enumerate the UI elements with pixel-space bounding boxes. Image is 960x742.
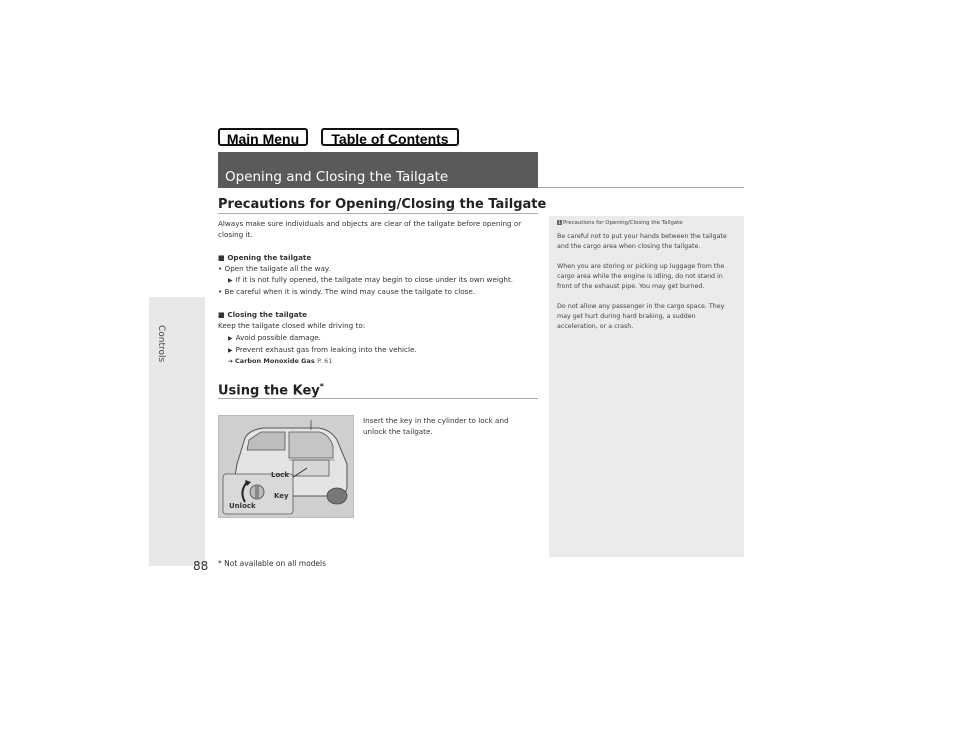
note-line: front of the exhaust pipe. You may get burned. [557,283,705,290]
tailgate-key-illustration [218,415,354,518]
section-heading-text: Using the Key [218,383,320,399]
arrow-right-icon: ▶ [228,347,233,354]
section-heading-precautions: Precautions for Opening/Closing the Tailgate [218,197,547,212]
key-text-line-2: unlock the tailgate. [363,427,433,436]
reference-arrow-icon: ➔ [228,358,234,365]
section-heading-using-the-key [218,382,324,398]
note-line: may get hurt during hard braking, a sudden [557,313,696,320]
cross-reference-link[interactable] [228,356,332,367]
note-line: Be careful not to put your hands between the tailgate [557,233,727,240]
title-divider [538,187,744,188]
unlock-label: Unlock [229,502,256,510]
bullet-item [218,287,475,297]
subheading-opening-text: Opening the tailgate [227,253,312,262]
arrow-item [228,345,417,356]
subheading-closing-text: Closing the tailgate [227,310,307,319]
subheading-closing [218,310,307,320]
arrow-right-icon: ▶ [228,277,233,284]
section-divider-precautions [218,213,538,214]
lock-label: Lock [271,471,290,479]
note-heading [557,220,683,226]
arrow-text: Prevent exhaust gas from leaking into the vehicle. [235,345,417,354]
note-line: acceleration, or a crash. [557,323,634,330]
bullet-dot-icon: • [218,287,225,296]
bullet-text: Be careful when it is windy. The wind may cause the tailgate to close. [224,287,476,296]
subheading-opening [218,253,311,263]
note-heading-text: Precautions for Opening/Closing the Tailgate [563,220,683,226]
note-line: When you are storing or picking up luggage from the [557,263,725,270]
bullet-item [218,264,330,274]
note-line: cargo area while the engine is idling, do not stand in [557,273,723,280]
note-line: Do not allow any passenger in the cargo space. They [557,303,725,310]
key-text-line-1: Insert the key in the cylinder to lock and [363,416,509,425]
reference-page: P. 61 [317,357,333,365]
footnote: * Not available on all models [218,559,327,568]
arrow-item [228,275,513,286]
key-label: Key [274,492,289,500]
bullet-text: Open the tailgate all the way. [224,264,331,273]
intro-text-line-2: closing it. [218,230,253,239]
closing-intro-text: Keep the tailgate closed while driving to: [218,321,366,330]
bullet-dot-icon: • [218,264,225,273]
arrow-text: Avoid possible damage. [235,333,321,342]
section-divider-key [218,398,538,399]
arrow-right-icon: ▶ [228,335,233,342]
page-title-bar [218,152,538,188]
main-menu-button[interactable]: Main Menu [218,128,308,146]
page-number: 88 [193,559,209,573]
arrow-item [228,333,321,344]
page-title: Opening and Closing the Tailgate [225,169,449,185]
footnote-marker: * [319,382,324,391]
square-bullet: ■ [218,310,225,319]
note-badge-icon: 1 [558,220,561,225]
reference-title: Carbon Monoxide Gas [235,357,315,365]
sidebar-section-label: Controls [156,325,166,363]
intro-text-line-1: Always make sure individuals and objects are clear of the tailgate before opening or [218,219,522,228]
arrow-text: If it is not fully opened, the tailgate may begin to close under its own weight. [235,275,514,284]
note-line: and the cargo area when closing the tailgate. [557,243,701,250]
square-bullet: ■ [218,253,225,262]
table-of-contents-button[interactable]: Table of Contents [321,128,459,146]
